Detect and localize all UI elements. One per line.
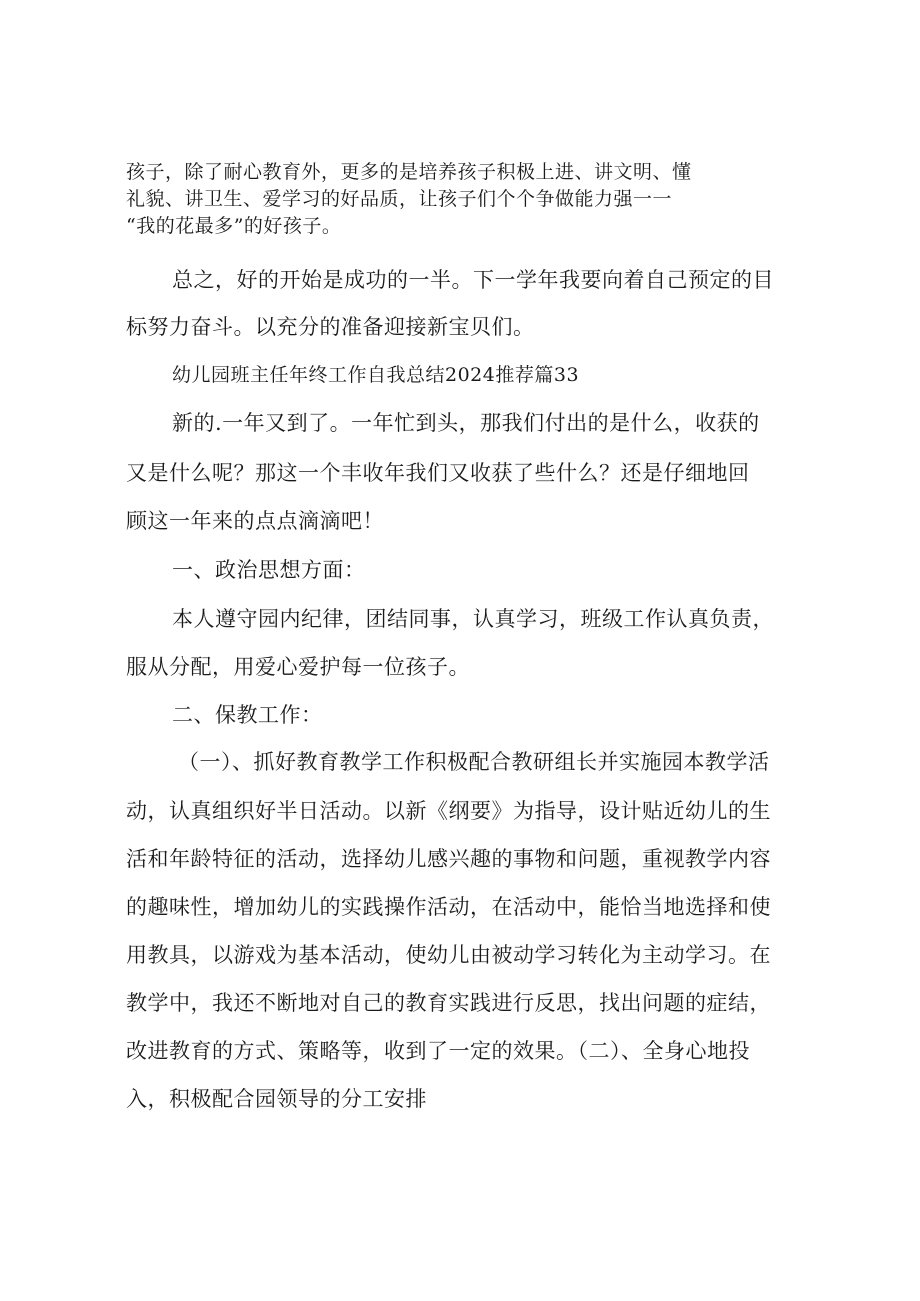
paragraph-line: “我的花最多”的好孩子。 [126, 215, 342, 237]
paragraph-line: 礼貌、讲卫生、爱学习的好品质，让孩子们个个争做能力强一一 [126, 188, 673, 210]
paragraph-line: 活和年龄特征的活动，选择幼儿感兴趣的事物和问题，重视教学内容 [126, 847, 771, 871]
paragraph-line: 动，认真组织好半日活动。以新《纲要》为指导，设计贴近幼儿的生 [126, 799, 771, 823]
paragraph-line: 新的.一年又到了。一年忙到头，那我们付出的是什么，收获的 [172, 411, 760, 435]
heading-teaching: 二、保教工作： [172, 703, 323, 727]
paragraph-line: 改进教育的方式、策略等，收到了一定的效果。（二）、全身心地投 [126, 1039, 750, 1063]
paragraph-line: 顾这一年来的点点滴滴吧！ [126, 509, 384, 533]
paragraph-line: 用教具，以游戏为基本活动，使幼儿由被动学习转化为主动学习。在 [126, 943, 771, 967]
paragraph-line: 服从分配，用爱心爱护每一位孩子。 [126, 655, 470, 679]
section-title: 幼儿园班主任年终工作自我总结2024推荐篇33 [172, 364, 580, 386]
heading-politics: 一、政治思想方面： [172, 558, 366, 582]
paragraph-line: 又是什么呢？那这一个丰收年我们又收获了些什么？还是仔细地回 [126, 461, 750, 485]
paragraph-line: （一）、抓好教育教学工作积极配合教研组长并实施园本教学活 [178, 750, 770, 774]
paragraph-line: 标努力奋斗。以充分的准备迎接新宝贝们。 [126, 315, 535, 339]
paragraph-line: 孩子，除了耐心教育外，更多的是培养孩子积极上进、讲文明、懂 [126, 161, 692, 183]
paragraph-line: 的趣味性，增加幼儿的实践操作活动，在活动中，能恰当地选择和使 [126, 895, 771, 919]
paragraph-line: 教学中，我还不断地对自己的教育实践进行反思，找出问题的症结， [126, 991, 771, 1015]
paragraph-line: 本人遵守园内纪律，团结同事，认真学习，班级工作认真负责， [172, 607, 774, 631]
paragraph-line: 总之，好的开始是成功的一半。下一学年我要向着自己预定的目 [172, 268, 774, 292]
paragraph-line: 入，积极配合园领导的分工安排 [126, 1087, 427, 1111]
